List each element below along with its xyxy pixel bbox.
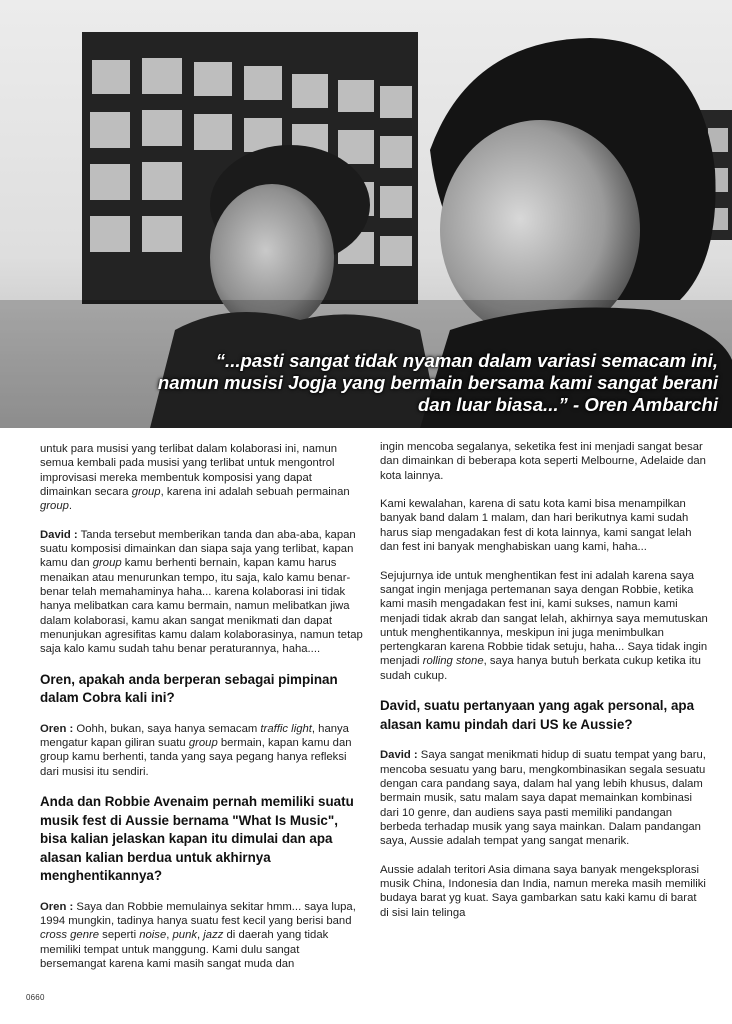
pull-quote-line-2: namun musisi Jogja yang bermain bersama kami sangat berani: [157, 372, 718, 393]
paragraph: ingin mencoba segalanya, seketika fest ini menjadi sangat besar dan dimainkan di beberapa kota seperti Melbourne, Adelaide dan kota lainnya.: [380, 441, 706, 482]
paragraph: Oren : Oohh, bukan, saya hanya semacam traffic light, hanya mengatur kapan giliran suatu group bermain, kapan kamu dan group kamu berhenti, tanda yang saya pegang hanya refleksi dari musisi itu sendiri.: [40, 722, 352, 778]
speaker-label: David :: [380, 749, 418, 762]
interview-question: Anda dan Robbie Avenaim pernah memiliki suatu musik fest di Aussie bernama "What Is Music", bisa kalian jelaskan kapan itu dimulai dan apa alasan kalian berdua untuk akhirnya menghentikannya?: [40, 794, 354, 884]
speaker-label: David :: [40, 528, 78, 541]
article-column-right: [380, 440, 708, 934]
paragraph: Aussie adalah teritori Asia dimana saya banyak mengeksplorasi musik China, Indonesia dan India, namun mereka masih memiliki budaya barat yg kuat. Saya gambarkan satu kaki kamu di barat di sisi lain telinga: [380, 863, 706, 919]
paragraph: Sejujurnya ide untuk menghentikan fest ini adalah karena saya sangat ingin menjaga pertemanan saya dengan Robbie, ketika kami masih mengadakan fest ini, kami sukses, namun kami menjadi tidak akrab dan sangat lelah, akhirnya saya memutuskan untuk menghentikannya, meskipun ini juga menimbulkan pertengkaran karena Robbie tidak setuju, haha... Saya tidak ingin menjadi rolling stone, saya hanya butuh berkata cukup ketika itu sudah cukup.: [380, 569, 708, 682]
pull-quote-line-3: dan luar biasa...” - Oren Ambarchi: [418, 394, 718, 415]
pull-quote-line-1: “...pasti sangat tidak nyaman dalam variasi semacam ini,: [215, 350, 718, 371]
header-photo: [0, 0, 732, 428]
page-number: 0660: [26, 993, 45, 1002]
paragraph: Oren : Saya dan Robbie memulainya sekitar hmm... saya lupa, 1994 mungkin, tadinya hanya suatu fest kecil yang berisi band cross genre seperti noise, punk, jazz di daerah yang tidak memiliki tempat untuk manggung. Kami dulu sangat bersemangat karena kami masih sangat muda dan: [40, 900, 356, 970]
speaker-label: Oren :: [40, 900, 74, 913]
speaker-label: Oren :: [40, 722, 74, 735]
paragraph: Kami kewalahan, karena di satu kota kami bisa menampilkan banyak band dalam 1 malam, dan hari berikutnya kami sudah harus siap mengadakan fest di kota lainnya, kami sangat lelah dan fest ini banyak menghabiskan uang kami, haha...: [380, 498, 692, 554]
paragraph: untuk para musisi yang terlibat dalam kolaborasi ini, namun semua kembali pada musisi yang terlibat untuk mengontrol improvisasi mereka membentuk komposisi yang dapat dimainkan secara group, karena ini adalah sebuah permainan group.: [40, 443, 350, 513]
paragraph: David : Saya sangat menikmati hidup di suatu tempat yang baru, mencoba sesuatu yang baru, mengkombinasikan segala sesuatu dengan cara pandang saya, dalam hal yang lebih khusus, dalam bermain musik, satu malam saya dapat memainkan kombinasi dari 10 genre, dan audiens saya pasti memiliki pandangan berbeda terhadap musik yang saya mainkan. Dalam pandangan saya, Aussie adalah tempat yang sangat menarik.: [380, 749, 706, 848]
interview-question: Oren, apakah anda berperan sebagai pimpinan dalam Cobra kali ini?: [40, 671, 338, 706]
article-column-left: [40, 442, 363, 986]
pull-quote: [98, 350, 718, 416]
interview-question: David, suatu pertanyaan yang agak personal, apa alasan kamu pindah dari US ke Aussie?: [380, 698, 695, 732]
paragraph: David : Tanda tersebut memberikan tanda dan aba-aba, kapan suatu komposisi dimainkan dan siapa saja yang terlibat, kapan kamu dan group kamu berhenti bernain, kapan kamu harus menaikan atau menurunkan tempo, itu saja, kalo kamu benar-benar telah memahaminya haha... karena kolaborasi ini tidak hanya melibatkan cara kamu bermain, namun melibatkan jiwa dalam kolaborasi, kamu akan sangat menikmati dan dapat menunjukan agresifitas kamu dalam kolaborasinya, namun tetap saja kalo kamu sudah tahu benar peraturannya, haha....: [40, 528, 363, 656]
